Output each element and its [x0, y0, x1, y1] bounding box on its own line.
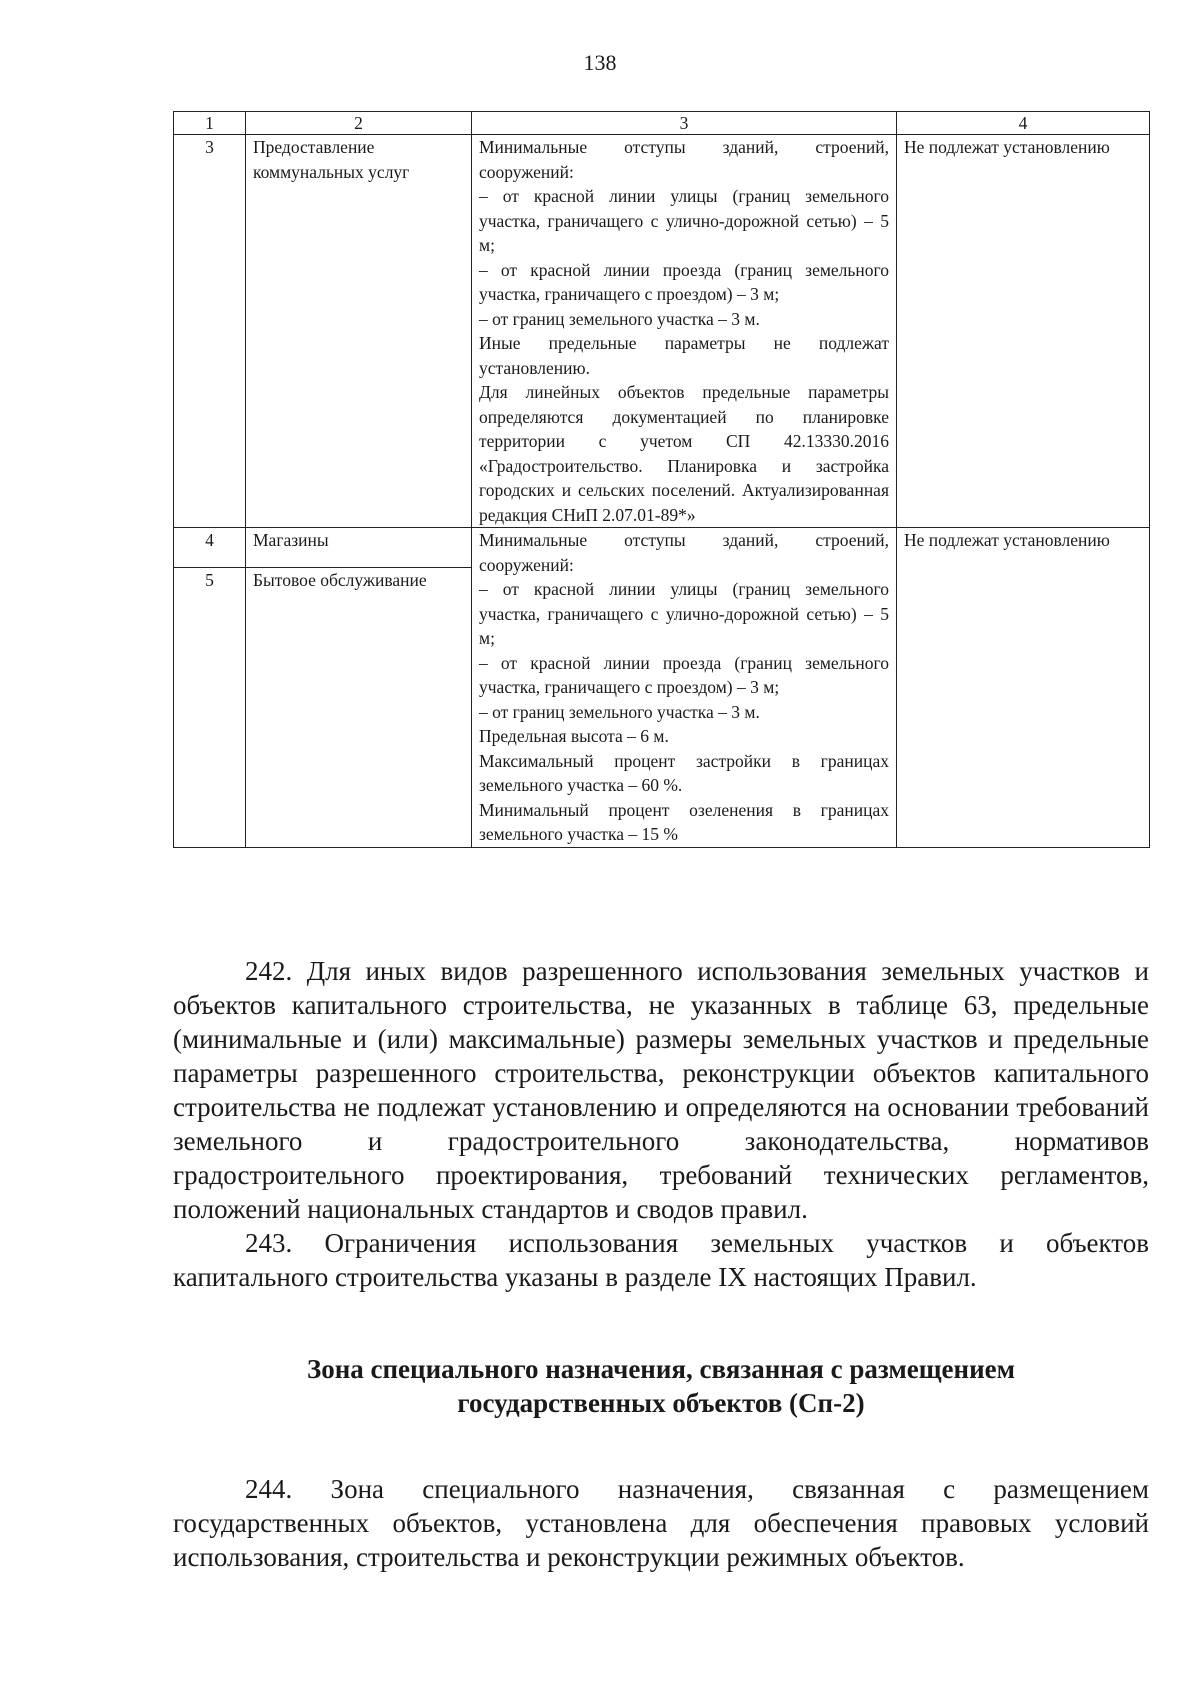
heading-line: Зона специального назначения, связанная с размещением: [306, 1354, 1016, 1384]
param-line: Максимальный процент застройки в границах земельного участка – 60 %.: [479, 750, 889, 795]
parameters-cell: [472, 528, 897, 848]
header-cell-3: 3: [472, 112, 897, 135]
use-type-cell: Магазины: [246, 528, 472, 568]
page-number: 138: [583, 50, 617, 75]
use-type-cell: Предоставление коммунальных услуг: [246, 135, 472, 528]
param-line: – от границ земельного участка – 3 м.: [479, 701, 760, 722]
heading-line: государственных объектов (Сп-2): [457, 1388, 865, 1418]
table-header-row: [174, 112, 1150, 135]
param-line: Минимальные отступы зданий, строений, сооружений:: [479, 530, 889, 575]
paragraph-243: 243. Ограничения использования земельных участков и объектов капитального строительства указаны в разделе IX настоящих Правил.: [173, 1228, 1149, 1292]
limits-cell: Не подлежат установлению: [897, 135, 1150, 528]
row-number: 4: [174, 528, 246, 568]
param-line: Иные предельные параметры не подлежат установлению.: [479, 333, 889, 378]
header-cell-4: 4: [897, 112, 1150, 135]
param-line: Предельная высота – 6 м.: [479, 726, 669, 746]
param-line: Минимальный процент озеленения в границах земельного участка – 15 %: [479, 799, 889, 844]
section-heading: [173, 1352, 1149, 1420]
paragraphs-242-243: [173, 954, 1149, 1294]
parameters-table: [173, 111, 1150, 848]
param-line: Для линейных объектов предельные параметры определяются документацией по планировке территории с учетом СП 42.13330.2016 «Градостроительство. Планировка и застройка городских и сельских поселений. Актуализированная редакция СНиП 2.07.01-89*»: [479, 382, 889, 525]
param-line: – от красной линии улицы (границ земельного участка, граничащего с улично-дорожной сетью) – 5 м;: [479, 186, 889, 255]
paragraph-244: 244. Зона специального назначения, связанная с размещением государственных объектов, установлена для обеспечения правовых условий использования, строительства и реконструкции режимных объектов.: [173, 1474, 1149, 1572]
parameters-cell: [472, 135, 897, 528]
use-type-cell: Бытовое обслуживание: [246, 568, 472, 848]
param-line: – от границ земельного участка – 3 м.: [479, 308, 760, 329]
row-number: 3: [174, 135, 246, 528]
paragraph-242: 242. Для иных видов разрешенного использования земельных участков и объектов капитального строительства, не указанных в таблице 63, предельные (минимальные и (или) максимальные) размеры земельных участков и предельные параметры разрешенного строительства, реконструкции объектов капитального строительства не подлежат установлению и определяются на основании требований земельного и градостроительного законодательства, нормативов градостроительного проектирования, требований технических регламентов, положений национальных стандартов и сводов правил.: [173, 956, 1149, 1224]
param-line: – от красной линии проезда (границ земельного участка, граничащего с проездом) – 3 м;: [479, 259, 889, 304]
limits-cell: Не подлежат установлению: [897, 528, 1150, 848]
param-line: – от красной линии улицы (границ земельного участка, граничащего с улично-дорожной сетью) – 5 м;: [479, 579, 889, 648]
table-row: [174, 528, 1150, 568]
param-line: – от красной линии проезда (границ земельного участка, граничащего с проездом) – 3 м;: [479, 652, 889, 697]
header-cell-1: 1: [174, 112, 246, 135]
paragraph-244-block: [173, 1472, 1149, 1574]
table-row: [174, 135, 1150, 528]
header-cell-2: 2: [246, 112, 472, 135]
param-line: Минимальные отступы зданий, строений, сооружений:: [479, 137, 889, 182]
row-number: 5: [174, 568, 246, 848]
